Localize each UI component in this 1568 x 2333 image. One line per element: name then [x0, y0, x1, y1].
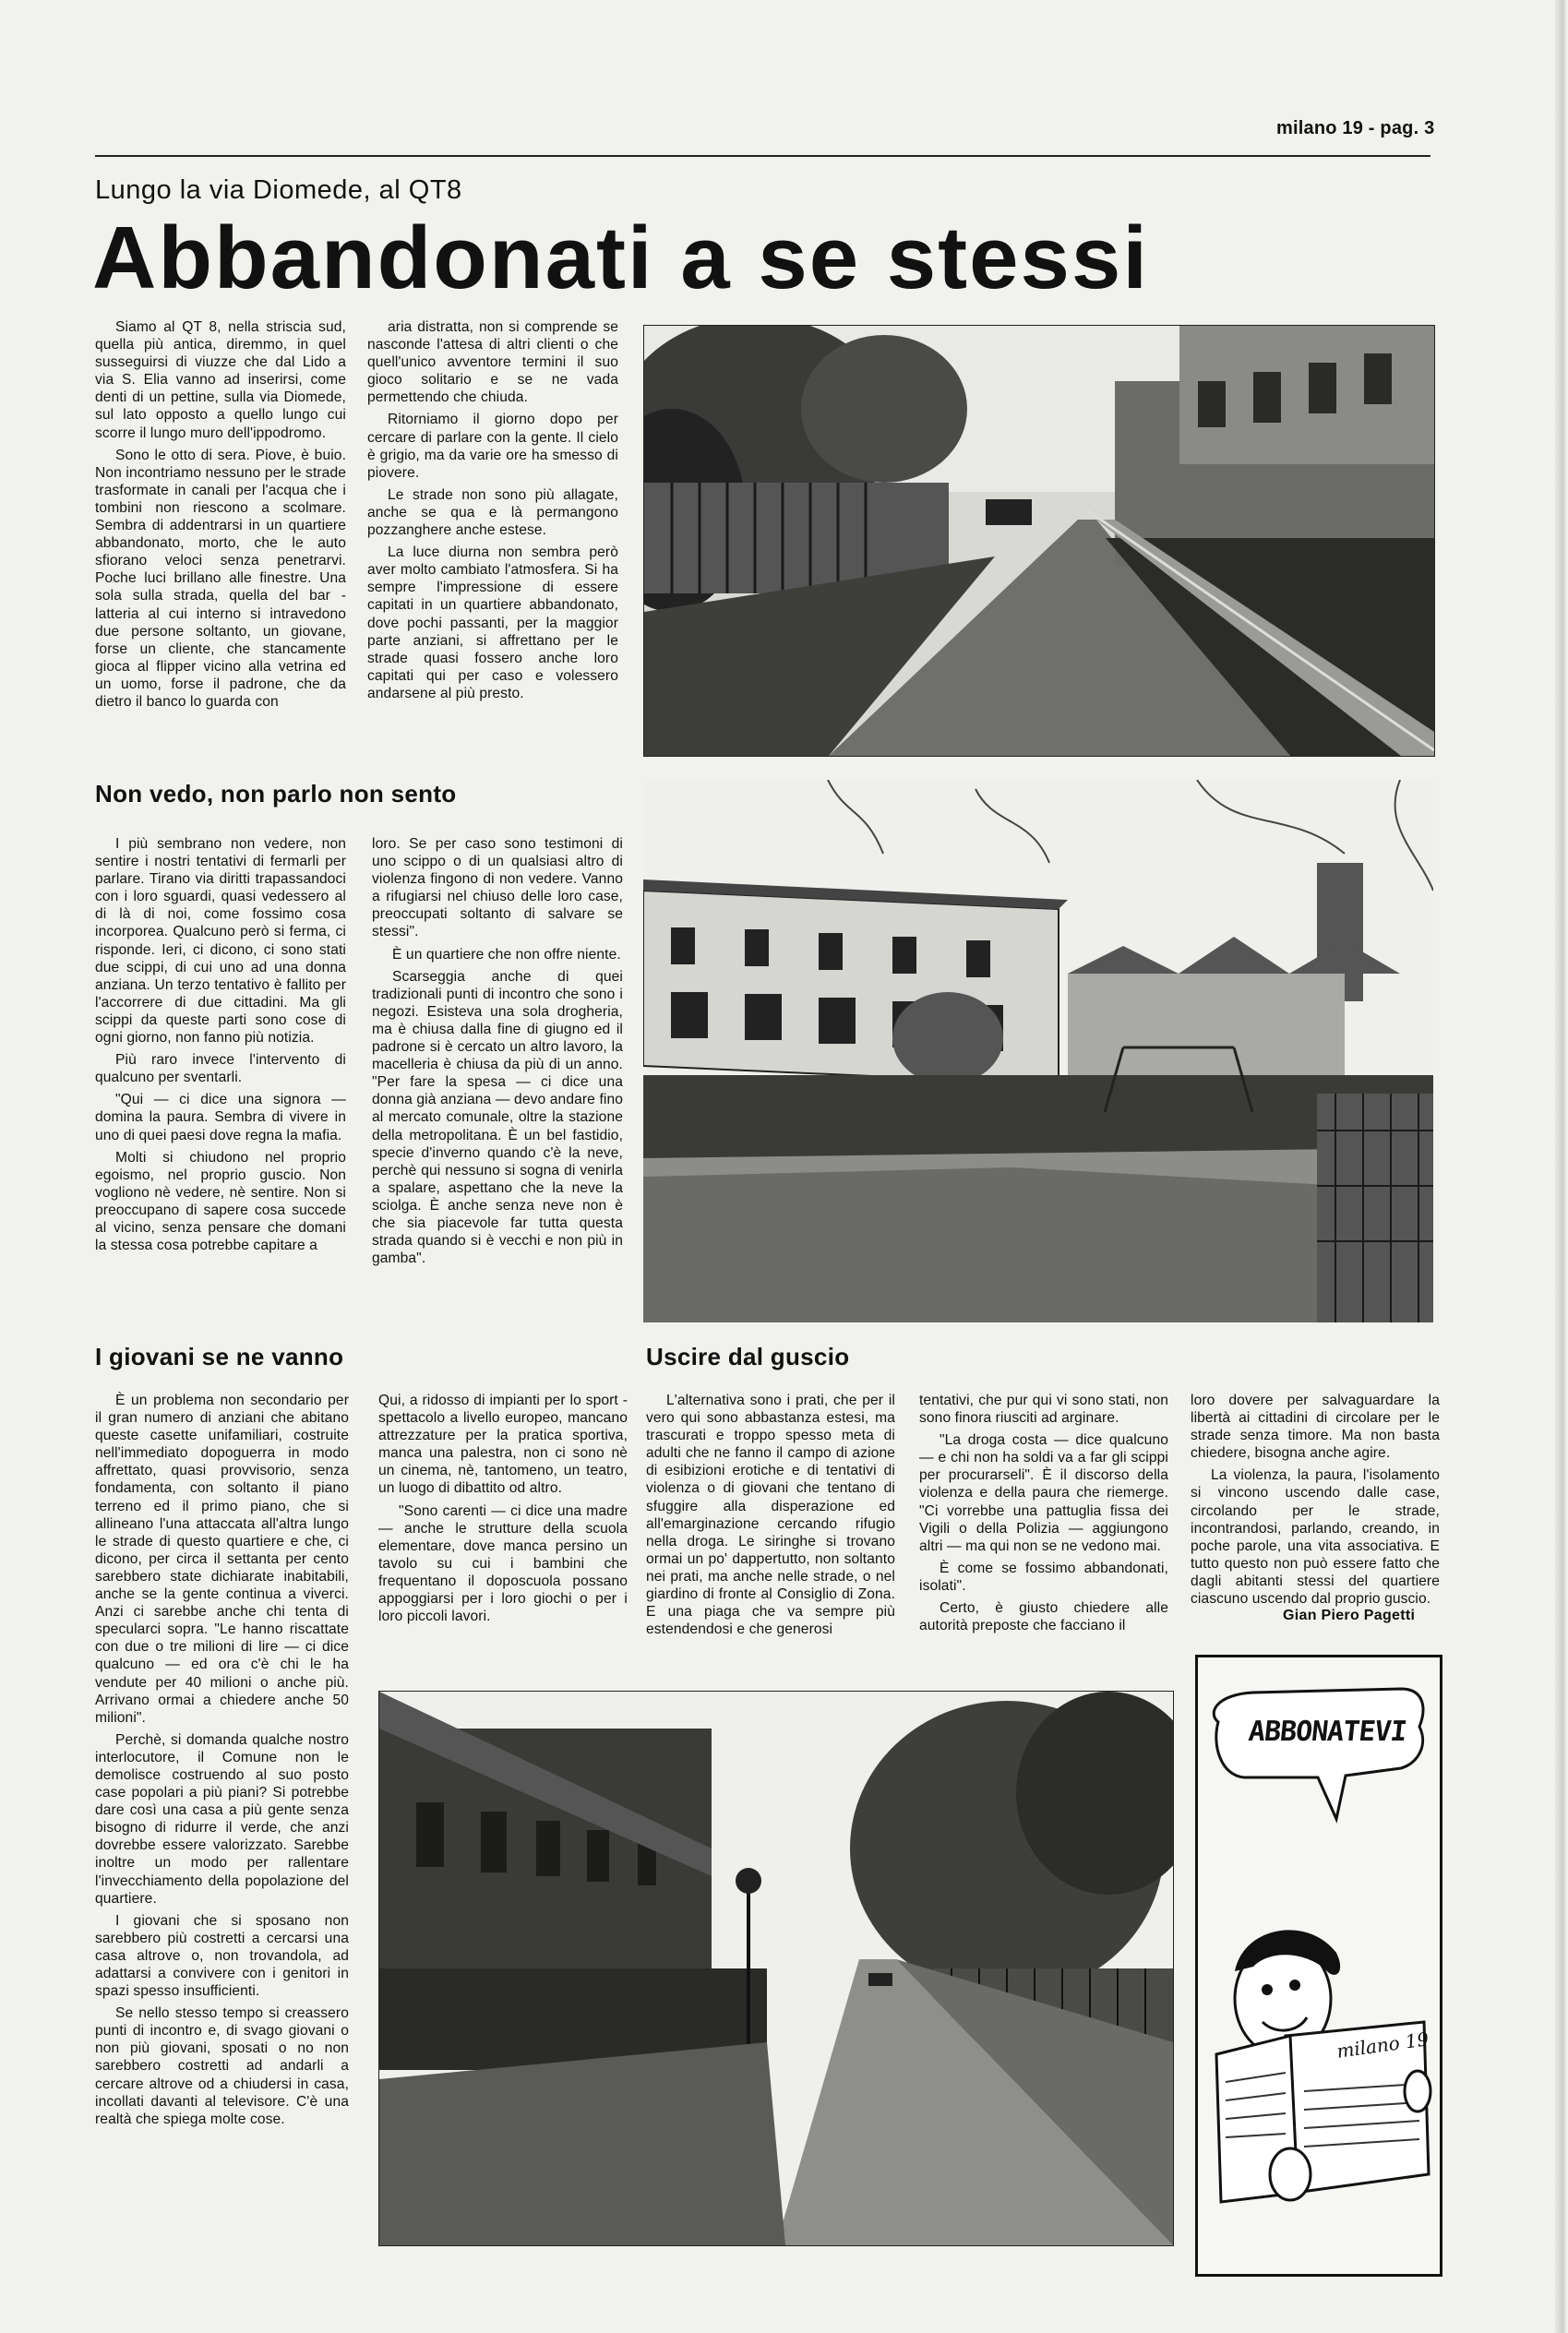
page-label: milano 19 - pag. 3: [1276, 118, 1435, 138]
heading-giovani: I giovani se ne vanno: [95, 1343, 344, 1370]
photo-tree-lined-street: [378, 1691, 1174, 2246]
ad-label: ABBONATEVI: [1247, 1716, 1408, 1748]
page-title: Abbandonati a se stessi: [92, 209, 1149, 307]
uscire-column-3: loro dovere per salvaguardare la libertà ai cittadini di circolare per le strade senza timore. Ma non basta chiedere, bisogna anche agire. La violenza, la paura, l'isolamento si vincono uscendo dalle case, circolando per le strade, incontrandosi, parlando, creando, in poche parole, una vita associativa. E tutto questo non può essere fatto che dagli abitanti stessi del quartiere ciascuno uscendo dal proprio guscio.: [1191, 1393, 1440, 1608]
header-rule: [95, 155, 1430, 157]
uscire-column-1: L'alternativa sono i prati, che per il vero qui sono abbastanza estesi, ma trascurati e troppo spesso meta di adulti che ne fanno il campo di azione di esibizioni erotiche e di tentativi di violenza o di giovani che tentano di sfuggire alla disperazione ed all'emarginazione cercando rifugio nella droga. Le siringhe si trovano ormai un po' dappertutto, non soltanto nei prati, ma anche nelle strade, o nel giardino di fronte al Consiglio di Zona. E una piaga che va sempre più estendendosi e che generosi: [646, 1393, 895, 1638]
photo-street-via-diomede: [643, 325, 1435, 757]
intro-column-2: aria distratta, non si comprende se nasconde l'attesa di altri clienti o che quell'unico avventore termini il suo gioco solitario e se ne vada permettendo che chiuda. Ritorniamo il giorno dopo per cercare di parlare con la gente. Il cielo è grigio, ma da varie ore ha smesso di piovere. Le strade non sono più allagate, anche se qua e là permangono pozzanghere anche estese. La luce diurna non sembra però aver molto cambiato l'atmosfera. Si ha sempre l'impressione di essere capitati in un quartiere abbandonato, dove pochi passanti, per la maggior parte anziani, si affrettano per le strade quasi fossero anche loro capitati qui per caso e volessero andarsene al più presto.: [367, 319, 618, 701]
ad-newspaper-masthead: milano 19: [1335, 2028, 1430, 2063]
photo-houses-playground: [643, 780, 1433, 1322]
non-vedo-column-2: loro. Se per caso sono testimoni di uno scippo o di un qualsiasi altro di violenza fingono di non vedere. Vanno a rifugiarsi nel chiuso delle loro case, preoccupati soltanto di salvare se stessi". È un quartiere che non offre niente. Scarseggia anche di quei tradizionali punti di incontro che sono i negozi. Esisteva una sola drogheria, ma è chiusa dalla fine di giugno ed il padrone si è cercato un altro lavoro, la macelleria è chiusa da più di un anno. "Per fare la spesa — ci dice una donna già anziana — devo andare fino al mercato comunale, oltre la stazione della metropolitana. È un bel fastidio, specie d'inverno quando c'è la neve, perchè qui nessuno si sogna di venirla a spalare, aspettano che la neve la sciolga. È anche senza neve non è che sia piacevole far tutta questa strada quando si è vecchi e non più in gamba".: [372, 836, 623, 1267]
kicker: Lungo la via Diomede, al QT8: [95, 175, 462, 205]
uscire-column-2: tentativi, che pur qui vi sono stati, non sono finora riusciti ad arginare. "La droga costa — dice qualcuno — e chi non ha soldi va a far gli scippi per procurarseli". È il discorso della violenza e della paura che riemerge. "Ci vorrebbe una pattuglia fissa dei Vigili o della Polizia — aggiungono altri — ma qui non se ne vedono mai. È come se fossimo abbandonati, isolati". Certo, è giusto chiedere alle autorità preposte che facciano il: [919, 1393, 1168, 1634]
heading-uscire: Uscire dal guscio: [646, 1343, 850, 1370]
non-vedo-column-1: I più sembrano non vedere, non sentire i nostri tentativi di fermarli per parlare. Tirano via diritti trapassandoci con i loro sguardi, quasi vedessero al di là di noi, come fossimo cosa incorporea. Qualcuno però si ferma, ci risponde. Ieri, ci dicono, ci sono stati due scippi, di cui uno ad una donna anziana. Un terzo tentativo è fallito per l'accorrere di due cittadini. Ma gli scippi da queste parti sono cose di ogni giorno, non fanno più notizia. Più raro invece l'intervento di qualcuno per sventarli. "Qui — ci dice una signora — domina la paura. Sembra di vivere in uno di quei paesi dove regna la mafia. Molti si chiudono nel proprio egoismo, nel proprio guscio. Non vogliono nè vedere, nè sentire. Non si preoccupano di sapere cosa succede al vicino, senza pensare che domani la stessa cosa potrebbe capitare a: [95, 836, 346, 1254]
heading-non-vedo: Non vedo, non parlo non sento: [95, 780, 457, 808]
intro-column-1: Siamo al QT 8, nella striscia sud, quella più antica, diremmo, in quel susseguirsi di viuzze che dal Lido a via S. Elia vanno ad inserirsi, come denti di un pettine, sulla via Diomede, sul lato opposto a quello lungo cui scorre il lungo muro dell'ippodromo. Sono le otto di sera. Piove, è buio. Non incontriamo nessuno per le strade trasformate in canali per l'acqua che i tombini non riescono a scolmare. Sembra di addentrarsi in un quartiere abbandonato, morto, che le auto sfiorano veloci senza penetrarvi. Poche luci brillano alle finestre. Una sola sulla strada, quella del bar - latteria al cui interno si intravedono due persone soltanto, un giovane, forse un cliente, che stancamente gioca al flipper vicino alla vetrina ed un uomo, forse il padrone, che da dietro il banco lo guarda con: [95, 319, 346, 710]
page-edge: [1555, 0, 1568, 2333]
byline: Gian Piero Pagetti: [1283, 1608, 1416, 1623]
giovani-column-1: È un problema non secondario per il gran numero di anziani che abitano queste casette unifamiliari, costruite nell'immediato dopoguerra in modo affrettato, quasi provvisorio, senza fondamenta, con soltanto il piano terreno ed il primo piano, che si allineano l'una attaccata all'altra lungo le strade di questo quartiere e che, ci dicono, per circa il settanta per cento sarebbero state dichiarate inabitabili, anche se la gente continua a viverci. Anzi ci sarebbe anche chi tenta di specularci sopra. "Le hanno riscattate con due o tre milioni di lire — ci dice qualcuno — ed ora c'è chi le ha vendute per 40 milioni o anche più. Arrivano ormai a chiedere anche 50 milioni". Perchè, si domanda qualche nostro interlocutore, il Comune non le demolisce costruendo al suo posto case popolari a più piani? Si potrebbe dare così una casa a più gente senza bisogno di ridurre il verde, che anzi dovrebbe essere valorizzato. Sarebbe inoltre un modo per rallentare l'invecchiamento della popolazione del quartiere. I giovani che si sposano non sarebbero più costretti a cercarsi una casa altrove o, non trovandola, ad adattarsi a convivere con i genitori in spazi spesso insufficienti. Se nello stesso tempo si creassero punti di incontro e, di svago giovani o non più giovani, sposati o no non sarebbero costretti ad andarli a cercare altrove od a chiudersi in casa, incollati davanti al televisore. C'è una realtà che spiega molte cose.: [95, 1393, 349, 2127]
giovani-column-2: Qui, a ridosso di impianti per lo sport - spettacolo a livello europeo, mancano attrezzature per la pratica sportiva, manca una palestra, non ci sono nè un cinema, nè, tantomeno, un teatro, un luogo di dibattito od altro. "Sono carenti — ci dice una madre — anche le strutture della scuola elementare, dove manca persino un tavolo su cui i bambini che frequentano il doposcuola possano appoggiarsi per i loro giochi o per i loro piccoli lavori.: [378, 1393, 628, 1625]
subscribe-ad: [1195, 1655, 1442, 2277]
